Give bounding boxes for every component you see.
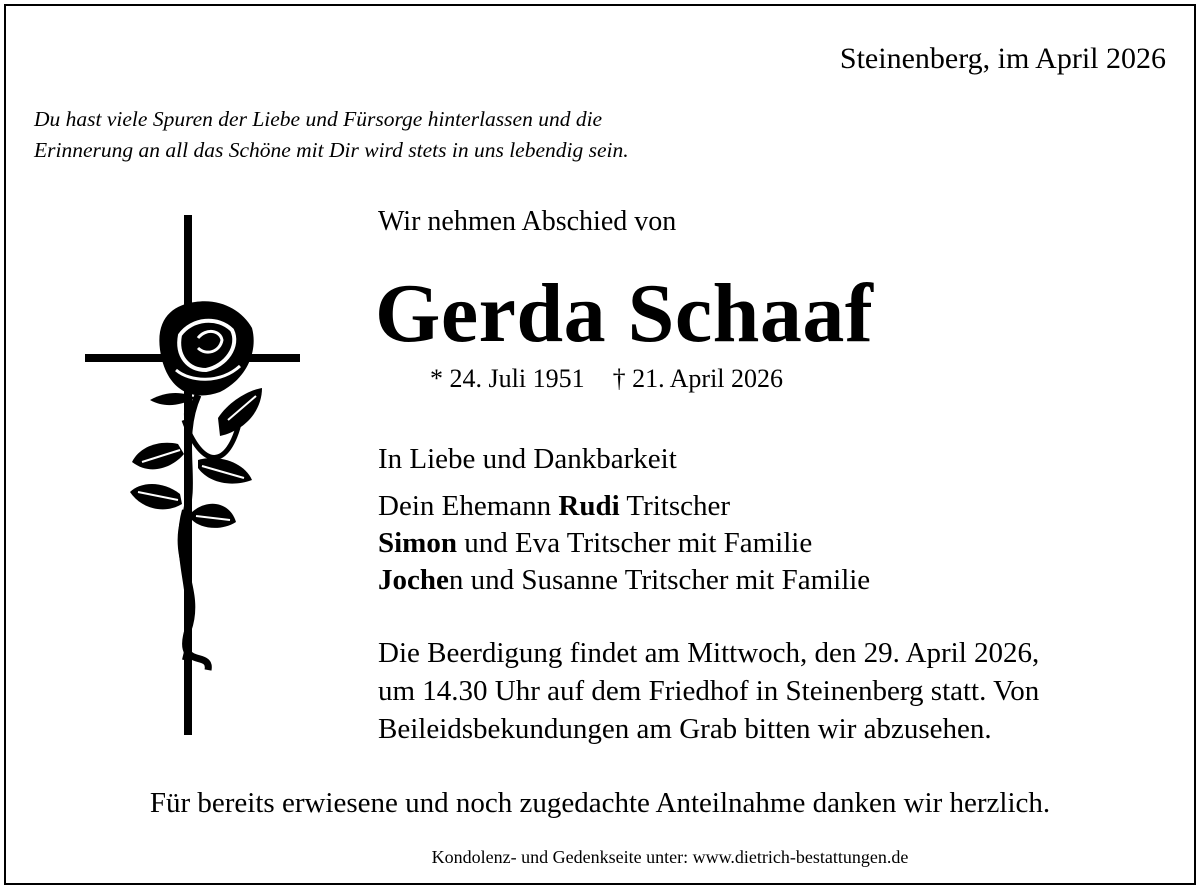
- motto-line: Erinnerung an all das Schöne mit Dir wird stets in uns lebendig sein.: [34, 138, 629, 162]
- thanks-line: Für bereits erwiesene und noch zugedachte Anteilnahme danken wir herzlich.: [149, 787, 1051, 819]
- condolence-footer: Kondolenz- und Gedenkseite unter: www.dietrich-bestattungen.de: [431, 847, 909, 867]
- life-dates: [430, 363, 783, 395]
- death-date: † 21. April 2026: [612, 364, 784, 393]
- mourners-list: [378, 488, 870, 599]
- funeral-info: [378, 634, 1039, 748]
- motto-line: Du hast viele Spuren der Liebe und Fürsorge hinterlassen und die: [34, 107, 603, 131]
- birth-date: * 24. Juli 1951: [430, 364, 585, 393]
- mourner-text: Tritscher: [619, 490, 731, 522]
- mourner-text: n und Susanne Tritscher mit Familie: [448, 564, 871, 596]
- farewell-intro: Wir nehmen Abschied von: [378, 206, 677, 237]
- mourner-text: und Eva Tritscher mit Familie: [456, 527, 813, 559]
- cross-with-rose-icon: [80, 210, 305, 740]
- funeral-line: Die Beerdigung findet am Mittwoch, den 29. April 2026,: [378, 637, 1040, 669]
- mourner-line: [378, 562, 870, 599]
- mourner-line: [378, 488, 870, 525]
- place-date: Steinenberg, im April 2026: [839, 42, 1166, 75]
- mourner-line: [378, 525, 870, 562]
- deceased-name: Gerda Schaaf: [375, 267, 874, 360]
- mourner-first-name: Simon: [378, 527, 457, 559]
- funeral-line: um 14.30 Uhr auf dem Friedhof in Steinenberg statt. Von: [378, 675, 1040, 707]
- motto: [34, 104, 629, 166]
- mourner-first-name: Rudi: [558, 490, 620, 522]
- love-line: In Liebe und Dankbarkeit: [378, 443, 677, 475]
- funeral-line: Beileidsbekundungen am Grab bitten wir abzusehen.: [378, 713, 992, 745]
- mourner-first-name: Joche: [378, 564, 449, 596]
- mourner-text: Dein Ehemann: [378, 490, 559, 522]
